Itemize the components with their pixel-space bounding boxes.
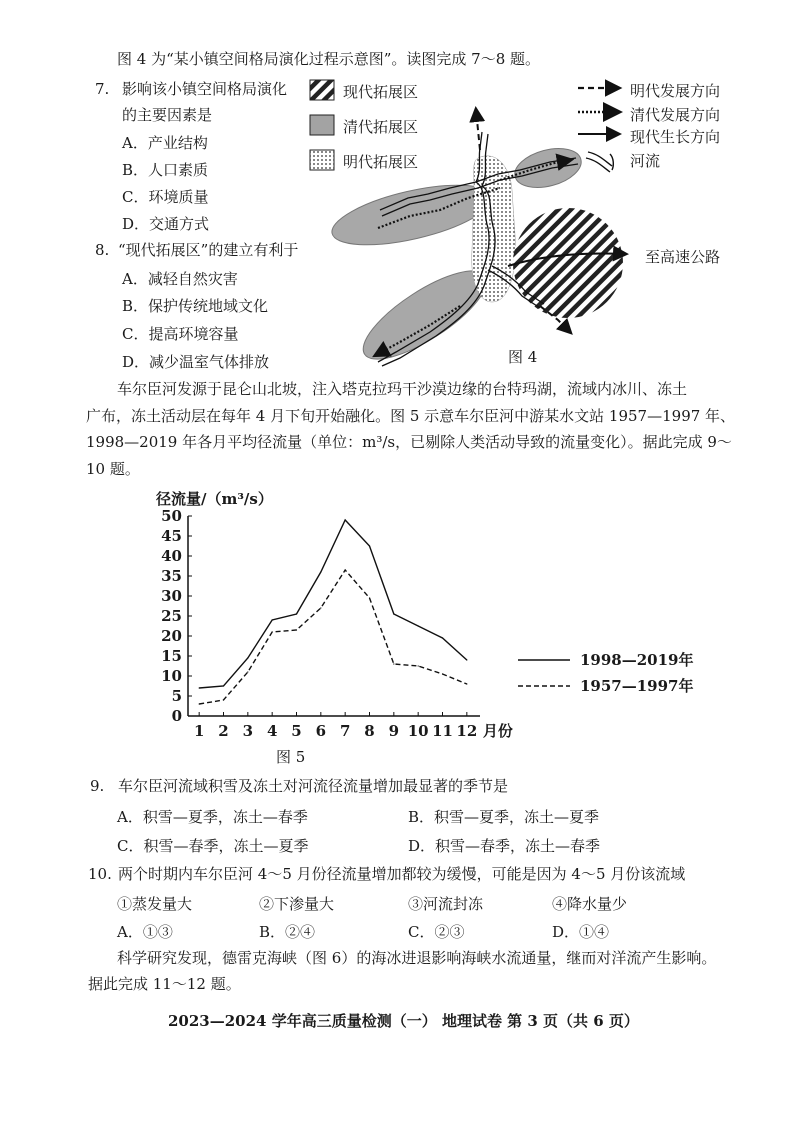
q7-option-a[interactable]: A．产业结构 [122, 134, 208, 152]
q8-stem: “现代拓展区”的建立有利于 [118, 241, 299, 259]
series-0-point [296, 613, 297, 614]
chart-legend [518, 651, 694, 695]
q7-number: 7. [95, 80, 110, 98]
series-1-point [369, 597, 370, 598]
series-1-point [466, 683, 467, 684]
q9-number: 9. [90, 777, 105, 795]
series-0-point [320, 571, 321, 572]
series-0-point [369, 545, 370, 546]
q8-option-b[interactable]: B．保护传统地域文化 [122, 297, 269, 315]
q8-number: 8. [95, 241, 110, 259]
chart-y-tick-label: 50 [161, 507, 182, 525]
chart-x-tick-label: 5 [291, 722, 302, 740]
series-0-point [247, 657, 248, 658]
q10-item-4: ④降水量少 [552, 895, 628, 913]
q10-option-d[interactable]: D．①④ [552, 923, 610, 941]
series-0-point [199, 687, 200, 688]
q9-option-b[interactable]: B．积雪—夏季，冻土—夏季 [408, 808, 600, 826]
chart-y-axis-label: 径流量/（m³/s） [156, 490, 273, 508]
intro-line: 图 4 为“某小镇空间格局演化过程示意图”。读图完成 7～8 题。 [117, 50, 541, 68]
legend-label-1: 1957—1997年 [580, 677, 694, 695]
chart-x-tick-label: 4 [266, 722, 278, 740]
legend-river-label: 河流 [630, 152, 661, 170]
chart-y-tick-label: 10 [161, 667, 182, 685]
q8-option-d[interactable]: D．减少温室气体排放 [122, 353, 270, 371]
chart-y-tick-label: 25 [161, 607, 182, 625]
q9-option-a[interactable]: A．积雪—夏季，冻土—春季 [117, 808, 308, 826]
chart-x-tick-label: 11 [432, 722, 453, 740]
q10-number: 10. [88, 865, 112, 883]
chart-y-tick-label: 40 [161, 547, 182, 565]
legend-river-symbol [586, 152, 613, 172]
passage-2-line3: 1998—2019 年各月平均径流量（单位：m³/s，已剔除人类活动导致的流量变化）。据此完成 9～ [86, 433, 732, 451]
q10-option-b[interactable]: B．②④ [259, 923, 316, 941]
q7-option-c[interactable]: C．环境质量 [122, 188, 209, 206]
q7-stem-line2: 的主要因素是 [122, 106, 213, 124]
legend-ming-swatch [310, 150, 334, 170]
series-1-point [199, 703, 200, 704]
series-0-point [418, 625, 419, 626]
chart-x-tick-label: 3 [242, 722, 254, 740]
legend-qing-swatch [310, 115, 334, 135]
chart-y-tick-label: 45 [161, 527, 182, 545]
q9-option-d[interactable]: D．积雪—春季，冻土—春季 [408, 837, 601, 855]
figure-5-chart [140, 482, 694, 762]
figure-5-caption: 图 5 [276, 748, 306, 766]
series-1-point [418, 665, 419, 666]
chart-y-tick-label: 35 [161, 567, 182, 585]
q10-item-3: ③河流封冻 [408, 895, 484, 913]
q10-option-c[interactable]: C．②③ [408, 923, 465, 941]
q9-option-c[interactable]: C．积雪—春季，冻土—夏季 [117, 837, 309, 855]
q8-option-c[interactable]: C．提高环境容量 [122, 325, 239, 343]
ming-dir-north [476, 110, 480, 150]
series-1-point [345, 569, 346, 570]
chart-y-tick-label: 0 [171, 707, 182, 725]
chart-x-tick-label: 8 [364, 722, 375, 740]
legend-label-0: 1998—2019年 [580, 651, 694, 669]
passage-3-line1: 科学研究发现，德雷克海峡（图 6）的海冰进退影响海峡水流通量，继而对洋流产生影响。 [117, 949, 717, 967]
chart-y-tick-label: 5 [171, 687, 182, 705]
legend-qing-label: 清代拓展区 [343, 118, 419, 136]
figure-4-caption: 图 4 [508, 348, 538, 366]
qing-zone-east [510, 142, 585, 194]
series-1-point [272, 631, 273, 632]
q10-option-a[interactable]: A．①③ [117, 923, 173, 941]
chart-x-tick-label: 12 [456, 722, 478, 740]
q7-stem-line1: 影响该小镇空间格局演化 [122, 80, 288, 98]
series-1-point [320, 607, 321, 608]
series-1-point [223, 699, 224, 700]
chart-x-tick-label: 10 [407, 722, 429, 740]
series-1-point [393, 663, 394, 664]
series-line-1 [199, 570, 467, 704]
q8-option-a[interactable]: A．减轻自然灾害 [122, 270, 238, 288]
chart-x-tick-label: 9 [388, 722, 400, 740]
chart-axes [161, 507, 513, 740]
series-1-point [296, 629, 297, 630]
q10-item-2: ②下渗量大 [259, 895, 335, 913]
q7-option-b[interactable]: B．人口素质 [122, 161, 209, 179]
series-0-point [393, 613, 394, 614]
legend-modern-label: 现代拓展区 [343, 83, 419, 101]
passage-2-line4: 10 题。 [86, 460, 140, 478]
chart-y-tick-label: 15 [161, 647, 182, 665]
q10-item-1: ①蒸发量大 [117, 895, 193, 913]
chart-series [199, 519, 468, 704]
passage-2-line1: 车尔臣河发源于昆仑山北坡，注入塔克拉玛干沙漠边缘的台特玛湖，流域内冰川、冻土 [117, 380, 688, 398]
chart-x-tick-label: 1 [193, 722, 205, 740]
chart-y-tick-label: 30 [161, 587, 182, 605]
legend-modern-dir-label: 现代生长方向 [630, 128, 721, 146]
q7-option-d[interactable]: D．交通方式 [122, 215, 210, 233]
page-footer: 2023—2024 学年高三质量检测（一） 地理试卷 第 3 页（共 6 页） [168, 1012, 639, 1030]
q10-stem: 两个时期内车尔臣河 4～5 月份径流量增加都较为缓慢，可能是因为 4～5 月份该流域 [118, 865, 686, 883]
legend-qing-dir-label: 清代发展方向 [630, 106, 721, 124]
series-0-point [466, 659, 467, 660]
legend-ming-label: 明代拓展区 [343, 153, 419, 171]
series-line-0 [199, 520, 467, 688]
chart-x-tick-label: 6 [315, 722, 327, 740]
series-1-point [442, 673, 443, 674]
legend-ming-dir-label: 明代发展方向 [630, 82, 721, 100]
chart-x-tick-label: 7 [339, 722, 351, 740]
q9-stem: 车尔臣河流域积雪及冻土对河流径流量增加最显著的季节是 [118, 777, 509, 795]
series-1-point [247, 671, 248, 672]
chart-x-axis-label: 月份 [482, 722, 513, 740]
highway-label: 至高速公路 [645, 248, 721, 266]
passage-2-line2: 广布，冻土活动层在每年 4 月下旬开始融化。图 5 示意车尔臣河中游某水文站 1957—1997 年、 [86, 407, 736, 425]
series-0-point [272, 619, 273, 620]
series-0-point [345, 519, 346, 520]
chart-x-tick-label: 2 [218, 722, 229, 740]
chart-y-tick-label: 20 [161, 627, 182, 645]
series-0-point [223, 685, 224, 686]
series-0-point [442, 637, 443, 638]
passage-3-line2: 据此完成 11～12 题。 [88, 975, 241, 993]
legend-modern-swatch [310, 80, 334, 100]
